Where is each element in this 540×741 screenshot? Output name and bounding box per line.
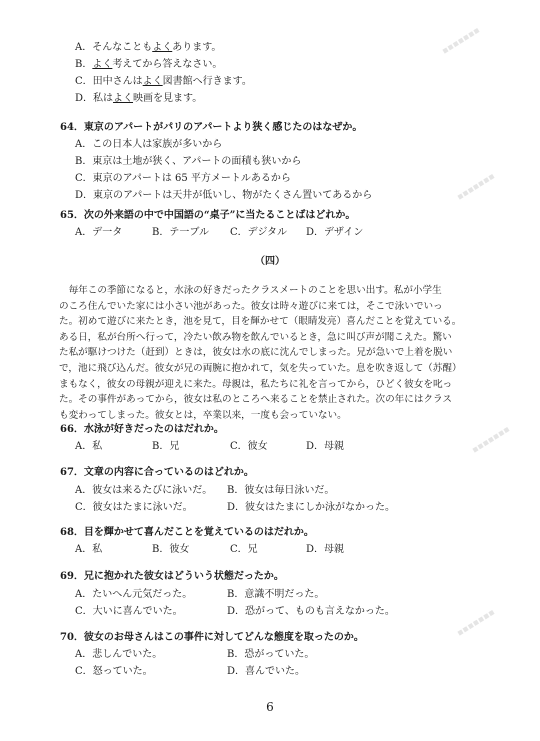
option-d: D．恐がって、ものも言えなかった。: [227, 606, 395, 617]
option-b: B．兄: [152, 441, 180, 452]
underlined-word: よく: [113, 93, 134, 104]
passage-line: た。初めて遊びに来たとき，池を見て，目を輝かせて（眼睛发亮）喜んだことを覚えている。: [59, 316, 462, 328]
option-d: D．母親: [306, 441, 345, 452]
option-text: A．そんなことも: [75, 42, 153, 53]
question-64: 64．東京のアパートがパリのアパートより狭く感じたのはなぜか。: [60, 122, 363, 133]
option-b: B．東京は土地が狭く、アパートの面積も狭いから: [75, 156, 302, 167]
passage-line: で，池に飛び込んだ。彼女が兄の両腕に抱かれて，気を失っていた。息を吹き返して（苏醒）: [59, 362, 462, 374]
option-d: D．喜んでいた。: [227, 666, 306, 677]
passage-line: ある日，私が台所へ行って，冷たい飲み物を飲んでいるとき，急に叫び声が聞こえた。驚い: [59, 331, 452, 343]
option-a: A．この日本人は家族が多いから: [75, 139, 223, 150]
option-text: 考えてから答えなさい。: [112, 59, 223, 70]
option-d: D．母親: [306, 544, 345, 555]
question-66: 66．水泳が好きだったのはだれか。: [60, 424, 224, 435]
option-b: [75, 59, 222, 71]
option-c: C．デジタル: [230, 227, 288, 238]
underlined-word: よく: [152, 42, 173, 53]
watermark: ▪▪▪▪▪▪▪: [455, 171, 497, 203]
option-b: B．彼女は毎日泳いだ。: [227, 485, 335, 496]
option-b: B．彼女: [152, 544, 190, 555]
watermark: ▪▪▪▪▪▪▪: [455, 607, 497, 639]
option-d: D．東京のアパートは天井が低いし、物がたくさん置いてあるから: [75, 190, 373, 201]
option-b: B．テ一ブル: [152, 227, 209, 238]
passage-line: まもなく，彼女の母親が迎えに来た。母親は，私たちに礼を言ってから，ひどく彼女を叱っ: [59, 378, 453, 390]
option-text: D．私は: [75, 93, 114, 104]
option-d: [75, 93, 202, 105]
question-70: 70．彼女のお母さんはこの事件に対してどんな態度を取ったのか。: [60, 632, 364, 643]
underlined-word: よく: [142, 76, 163, 87]
option-c: C．彼女: [230, 441, 268, 452]
option-a: A．デ一タ: [75, 227, 123, 238]
option-c: C．怒っていた。: [75, 666, 153, 677]
option-a: A．私: [75, 544, 103, 555]
option-text: あります。: [172, 42, 222, 53]
passage-line: た私が駆けつけた（赶到）ときは，彼女は水の底に沈んでしまった。兄が急いで上着を脱い: [59, 347, 453, 359]
option-c: [75, 76, 252, 88]
option-a: A．悲しんでいた。: [75, 649, 163, 660]
watermark: ▪▪▪▪▪▪▪: [440, 25, 482, 57]
option-a: A．私: [75, 441, 103, 452]
option-b: B．恐がっていた。: [227, 649, 315, 660]
question-67: 67．文章の内容に合っているのはどれか。: [60, 467, 254, 478]
option-d: D．デザイン: [306, 227, 364, 238]
question-68: 68．目を輝かせて喜んだことを覚えているのはだれか。: [60, 527, 314, 538]
underlined-word: よく: [92, 59, 113, 70]
passage-line: た。その事件があってから，彼女は私のところへ来ることを禁止された。次の年にはクラス: [59, 394, 452, 406]
page-number: 6: [266, 700, 274, 714]
option-c: C．大いに喜んでいた。: [75, 606, 183, 617]
reading-passage: [59, 283, 491, 423]
option-d: D．彼女はたまにしか泳がなかった。: [227, 502, 396, 513]
option-text: 図書館へ行きます。: [162, 76, 252, 87]
option-a: [75, 42, 221, 54]
section-title: （四）: [255, 256, 285, 267]
question-69: 69．兄に抱かれた彼女はどういう状態だったか。: [60, 571, 284, 582]
passage-line: も変わってしまった。彼女とは，卒業以来，一度も会っていない。: [59, 409, 347, 421]
option-a: A．たいへん元気だった。: [75, 589, 193, 600]
option-c: C．東京のアパートは 65 平方メートルあるから: [75, 173, 291, 184]
option-c: C．彼女はたまに泳いだ。: [75, 502, 193, 513]
option-text: 映画を見ます。: [133, 93, 203, 104]
option-c: C．兄: [230, 544, 258, 555]
watermark: ▪▪▪▪▪▪▪: [470, 424, 512, 456]
option-b: B．意識不明だった。: [227, 589, 325, 600]
option-text: C．田中さんは: [75, 76, 143, 87]
option-a: A．彼女は来るたびに泳いだ。: [75, 485, 213, 496]
option-text: B．: [75, 59, 93, 70]
passage-line: 毎年この季節になると，水泳の好きだったクラスメートのことを思い出す。私が小学生: [59, 285, 442, 296]
question-65: 65．次の外来語の中で中国語の“桌子”に当たることばはどれか。: [60, 210, 356, 221]
passage-line: のころ住んでいた家には小さい池があった。彼女は時々遊びに来ては，そこで泳いでいっ: [59, 300, 443, 312]
